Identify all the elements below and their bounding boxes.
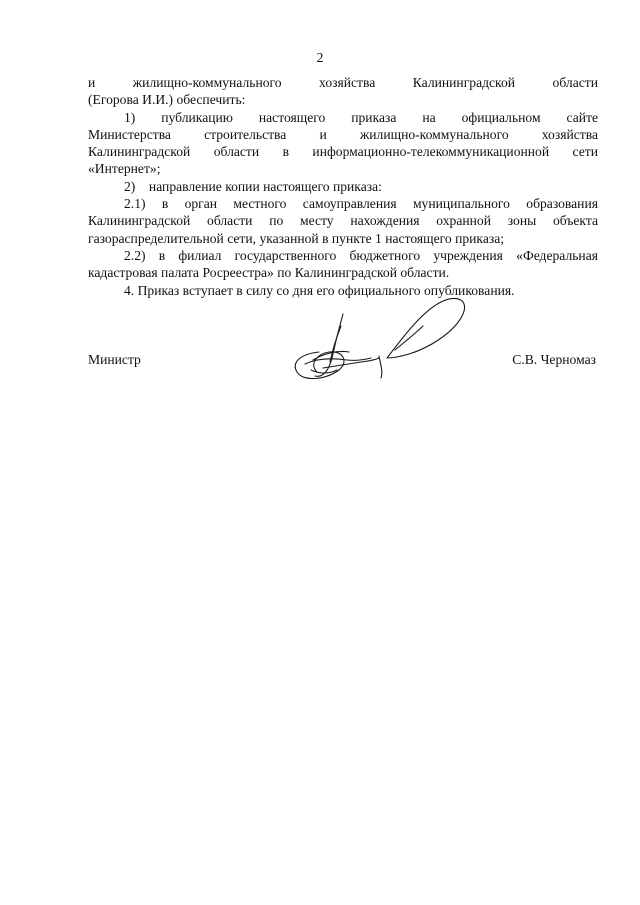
body-line: 2) направление копии настоящего приказа: — [124, 178, 382, 194]
body-line: 4. Приказ вступает в силу со дня его официального опубликования. — [124, 282, 515, 298]
body-line: Министерства строительства и жилищно-коммунального хозяйства — [88, 126, 598, 142]
handwritten-signature — [283, 292, 483, 392]
body-line: газораспределительной сети, указанной в пункте 1 настоящего приказа; — [88, 230, 505, 246]
body-line: Калининградской области в информационно-телекоммуникационной сети — [88, 144, 598, 160]
page-number: 2 — [316, 50, 324, 65]
body-line: (Егорова И.И.) обеспечить: — [88, 92, 246, 108]
body-line: кадастровая палата Росреестра» по Калининградской области. — [88, 265, 450, 281]
document-body — [88, 74, 598, 299]
signer-title: Министр — [88, 352, 141, 367]
body-line: 2.1) в орган местного самоуправления муниципального образования — [124, 196, 598, 212]
body-line: и жилищно-коммунального хозяйства Калининградской области — [88, 75, 598, 90]
body-line: Калининградской области по месту нахождения охранной зоны объекта — [88, 213, 598, 229]
body-line: «Интернет»; — [88, 161, 161, 177]
body-line: 2.2) в филиал государственного бюджетного учреждения «Федеральная — [124, 247, 598, 263]
body-line: 1) публикацию настоящего приказа на официальном сайте — [124, 109, 598, 125]
signer-name: С.В. Черномаз — [512, 352, 596, 367]
